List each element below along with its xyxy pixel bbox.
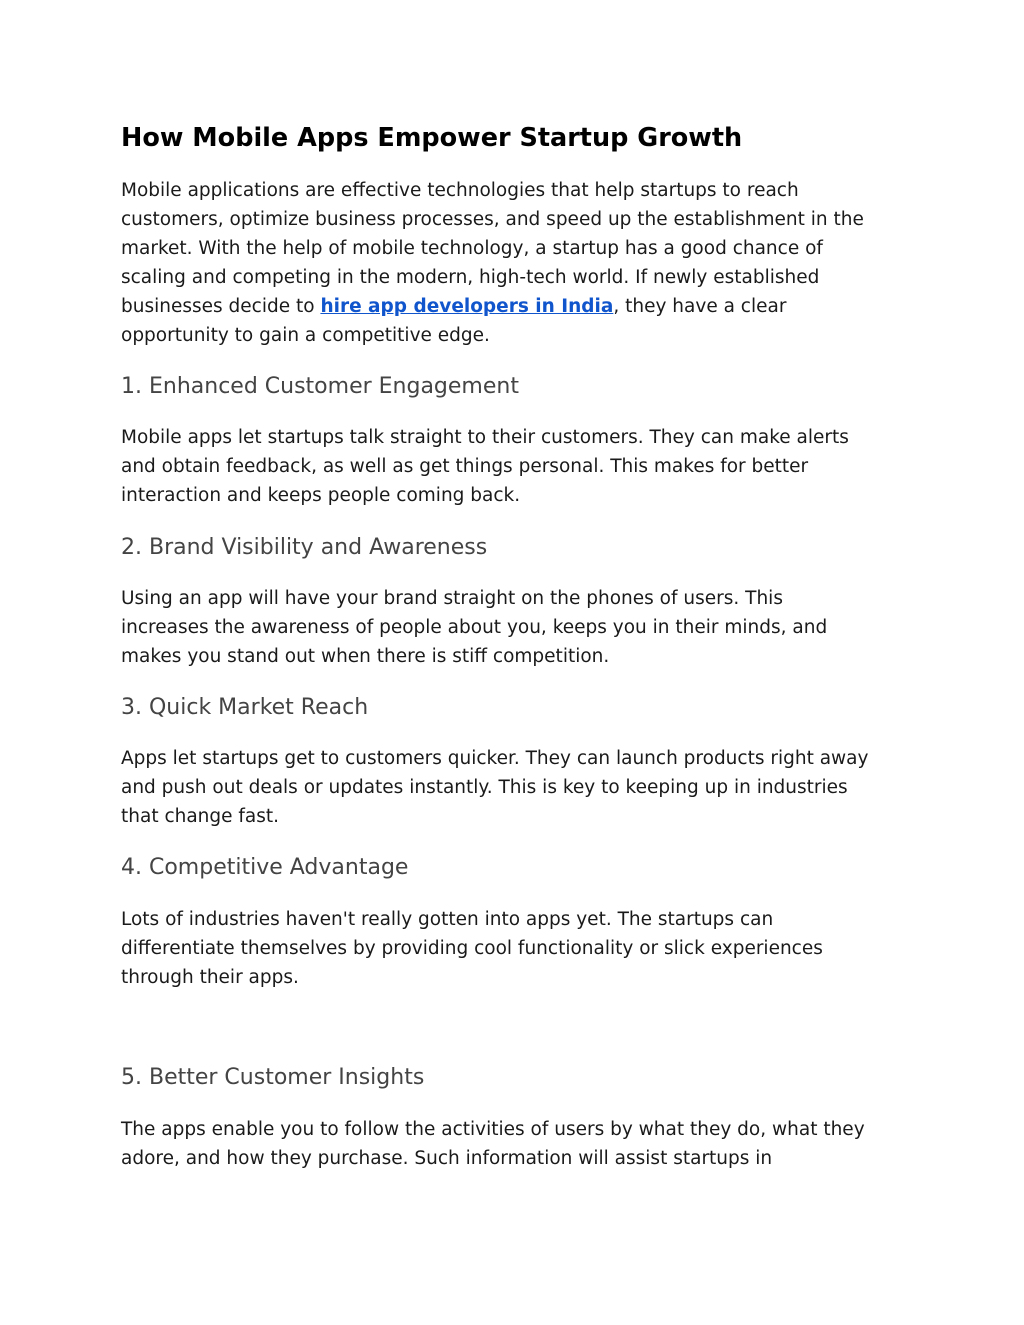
- section-heading-customer-engagement: 1. Enhanced Customer Engagement: [121, 374, 519, 399]
- hire-developers-link[interactable]: hire app developers in India: [320, 296, 614, 317]
- section-paragraph-competitive-advantage: [121, 905, 911, 992]
- section-heading-competitive-advantage: 4. Competitive Advantage: [121, 855, 409, 880]
- paragraph-line: differentiate themselves by providing cool functionality or slick experiences: [121, 938, 823, 959]
- section-paragraph-customer-insights: [121, 1115, 911, 1173]
- intro-line-5-after: , they have a clear: [613, 296, 787, 317]
- paragraph-line: increases the awareness of people about you, keeps you in their minds, and: [121, 617, 828, 638]
- paragraph-line: interaction and keeps people coming back.: [121, 485, 521, 506]
- intro-line-5-before: businesses decide to: [121, 296, 321, 317]
- intro-line-5: [121, 292, 911, 321]
- paragraph-line: adore, and how they purchase. Such information will assist startups in: [121, 1148, 773, 1169]
- section-paragraph-brand-visibility: [121, 584, 911, 671]
- section-paragraph-customer-engagement: [121, 423, 911, 510]
- intro-line-1: Mobile applications are effective technologies that help startups to reach: [121, 180, 799, 201]
- section-paragraph-market-reach: [121, 744, 911, 831]
- intro-line-3: market. With the help of mobile technology, a startup has a good chance of: [121, 238, 823, 259]
- paragraph-line: Apps let startups get to customers quicker. They can launch products right away: [121, 748, 869, 769]
- intro-line-6: opportunity to gain a competitive edge.: [121, 325, 490, 346]
- section-heading-customer-insights: 5. Better Customer Insights: [121, 1065, 425, 1090]
- paragraph-line: that change fast.: [121, 806, 280, 827]
- paragraph-line: The apps enable you to follow the activities of users by what they do, what they: [121, 1119, 865, 1140]
- section-heading-brand-visibility: 2. Brand Visibility and Awareness: [121, 535, 488, 560]
- paragraph-line: and push out deals or updates instantly. This is key to keeping up in industries: [121, 777, 848, 798]
- intro-paragraph: [121, 176, 911, 350]
- paragraph-line: through their apps.: [121, 967, 299, 988]
- paragraph-line: Using an app will have your brand straight on the phones of users. This: [121, 588, 783, 609]
- paragraph-line: Mobile apps let startups talk straight to their customers. They can make alerts: [121, 427, 849, 448]
- paragraph-line: Lots of industries haven't really gotten into apps yet. The startups can: [121, 909, 774, 930]
- paragraph-line: and obtain feedback, as well as get things personal. This makes for better: [121, 456, 809, 477]
- section-heading-market-reach: 3. Quick Market Reach: [121, 695, 369, 720]
- intro-line-4: scaling and competing in the modern, high-tech world. If newly established: [121, 267, 820, 288]
- intro-line-2: customers, optimize business processes, and speed up the establishment in the: [121, 209, 864, 230]
- paragraph-line: makes you stand out when there is stiff competition.: [121, 646, 610, 667]
- document-title: How Mobile Apps Empower Startup Growth: [121, 123, 743, 153]
